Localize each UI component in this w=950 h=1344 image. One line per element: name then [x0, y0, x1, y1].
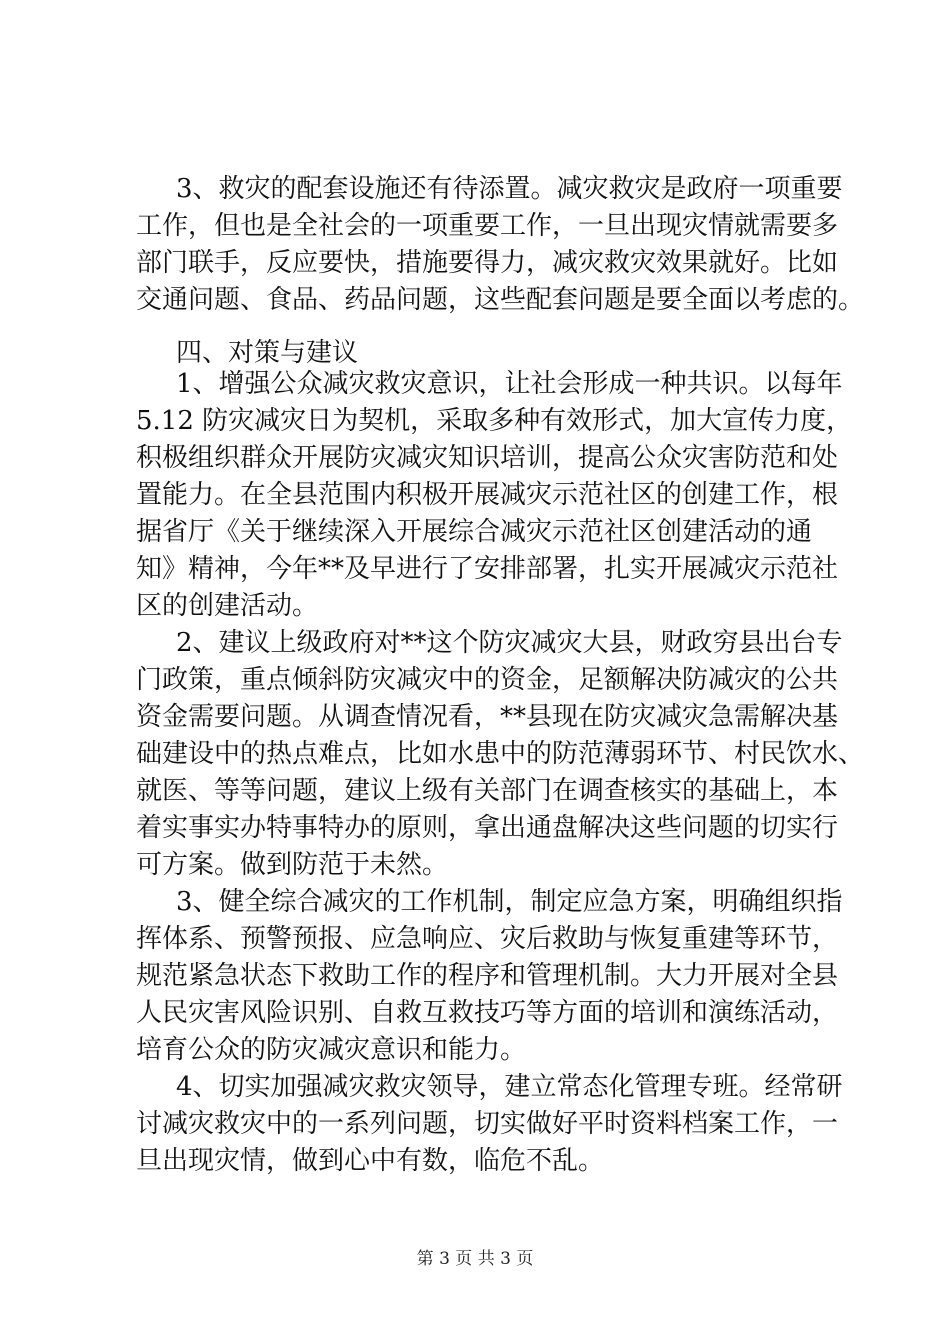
paragraph-line: 积极组织群众开展防灾减灾知识培训，提高公众灾害防范和处 — [136, 443, 839, 473]
paragraph-line: 规范紧急状态下救助工作的程序和管理机制。大力开展对全县 — [136, 961, 839, 991]
paragraph-line: 1、增强公众减灾救灾意识，让社会形成一种共识。以每年 — [176, 369, 843, 399]
paragraph-line: 3、救灾的配套设施还有待添置。减灾救灾是政府一项重要 — [176, 174, 843, 204]
paragraph-line: 部门联手，反应要快，措施要得力，减灾救灾效果就好。比如 — [136, 248, 839, 278]
paragraph-line: 培育公众的防灾减灾意识和能力。 — [136, 1035, 527, 1065]
paragraph-line: 2、建议上级政府对**这个防灾减灾大县，财政穷县出台专 — [176, 628, 843, 658]
paragraph-line: 就医、等等问题，建议上级有关部门在调查核实的基础上，本 — [136, 776, 839, 806]
paragraph-line: 据省厅《关于继续深入开展综合减灾示范社区创建活动的通 — [136, 517, 813, 547]
paragraph-line: 工作，但也是全社会的一项重要工作，一旦出现灾情就需要多 — [136, 211, 839, 241]
paragraph-line: 知》精神，今年**及早进行了安排部署，扎实开展减灾示范社 — [136, 554, 839, 584]
section-heading: 四、对策与建议 — [176, 338, 359, 368]
paragraph-line: 可方案。做到防范于未然。 — [136, 850, 449, 880]
paragraph-line: 交通问题、食品、药品问题，这些配套问题是要全面以考虑的。 — [136, 285, 865, 315]
paragraph-line: 3、健全综合减灾的工作机制，制定应急方案，明确组织指 — [176, 887, 843, 917]
paragraph-line: 旦出现灾情，做到心中有数，临危不乱。 — [136, 1146, 605, 1176]
paragraph-line: 置能力。在全县范围内积极开展减灾示范社区的创建工作，根 — [136, 480, 839, 510]
paragraph-line: 础建设中的热点难点，比如水患中的防范薄弱环节、村民饮水、 — [136, 739, 865, 769]
paragraph-line: 资金需要问题。从调查情况看，**县现在防灾减灾急需解决基 — [136, 702, 839, 732]
paragraph-line: 挥体系、预警预报、应急响应、灾后救助与恢复重建等环节， — [136, 924, 839, 954]
paragraph-line: 4、切实加强减灾救灾领导，建立常态化管理专班。经常研 — [176, 1072, 843, 1102]
paragraph-line: 人民灾害风险识别、自救互救技巧等方面的培训和演练活动， — [136, 998, 839, 1028]
paragraph-line: 5.12 防灾减灾日为契机，采取多种有效形式，加大宣传力度， — [136, 406, 853, 436]
paragraph-line: 着实事实办特事特办的原则，拿出通盘解决这些问题的切实行 — [136, 813, 839, 843]
paragraph-line: 讨减灾救灾中的一系列问题，切实做好平时资料档案工作，一 — [136, 1109, 839, 1139]
paragraph-line: 区的创建活动。 — [136, 591, 319, 621]
page-number-footer: 第 3 页 共 3 页 — [416, 1249, 534, 1269]
paragraph-line: 门政策，重点倾斜防灾减灾中的资金，足额解决防减灾的公共 — [136, 665, 839, 695]
